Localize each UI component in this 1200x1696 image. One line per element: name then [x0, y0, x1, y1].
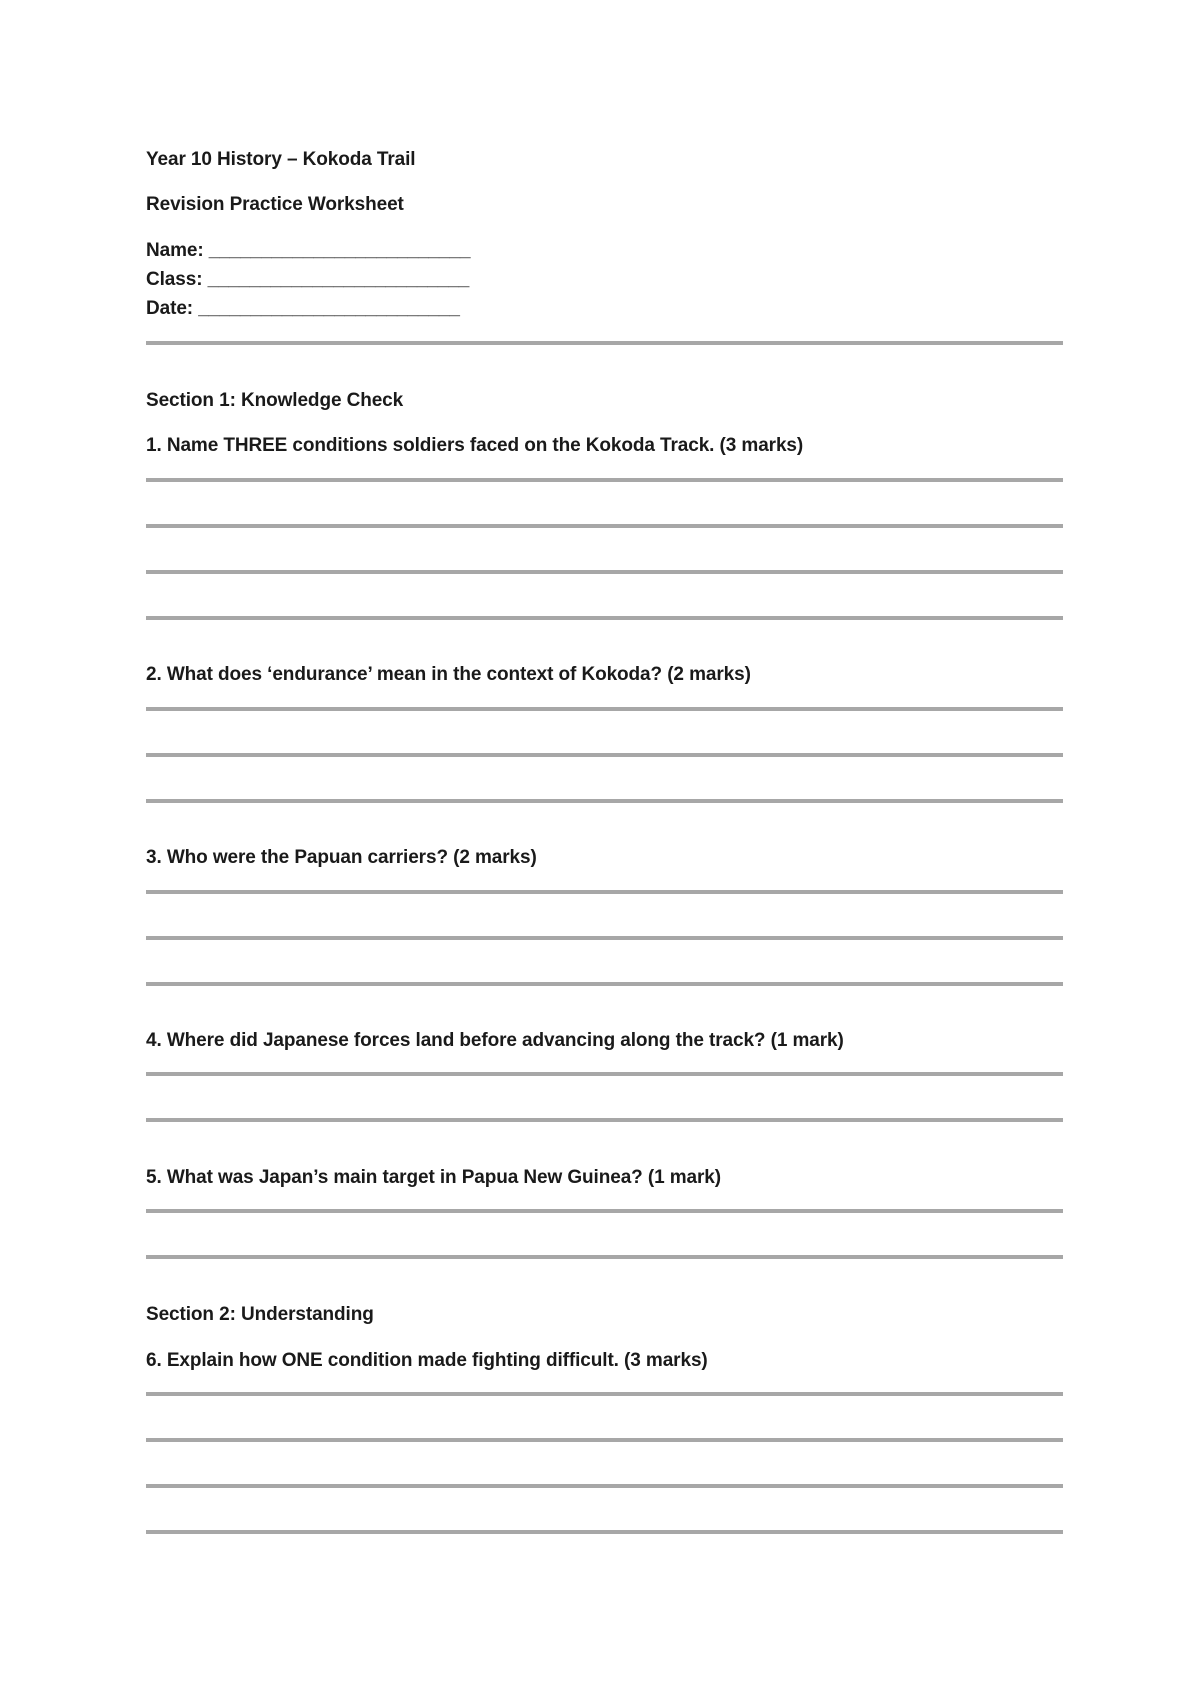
worksheet-subtitle: Revision Practice Worksheet	[146, 194, 404, 215]
question-3: 3. Who were the Papuan carriers? (2 marks)	[146, 847, 537, 868]
class-field: Class: _________________________	[146, 269, 470, 290]
answer-line	[146, 799, 1063, 803]
question-6: 6. Explain how ONE condition made fighting difficult. (3 marks)	[146, 1350, 708, 1371]
answer-line	[146, 524, 1063, 528]
question-1: 1. Name THREE conditions soldiers faced on the Kokoda Track. (3 marks)	[146, 435, 804, 456]
question-4: 4. Where did Japanese forces land before advancing along the track? (1 mark)	[146, 1030, 844, 1051]
question-5: 5. What was Japan’s main target in Papua New Guinea? (1 mark)	[146, 1167, 721, 1188]
answer-line	[146, 1484, 1063, 1488]
date-field: Date: _________________________	[146, 298, 460, 319]
question-2: 2. What does ‘endurance’ mean in the context of Kokoda? (2 marks)	[146, 664, 751, 685]
answer-line	[146, 890, 1063, 894]
answer-line	[146, 1209, 1063, 1213]
answer-line	[146, 570, 1063, 574]
answer-line	[146, 707, 1063, 711]
worksheet-title: Year 10 History – Kokoda Trail	[146, 149, 416, 170]
answer-line	[146, 1118, 1063, 1122]
answer-line	[146, 1392, 1063, 1396]
section-title: Section 2: Understanding	[146, 1304, 374, 1325]
answer-line	[146, 1072, 1063, 1076]
name-field: Name: _________________________	[146, 240, 471, 261]
section-title: Section 1: Knowledge Check	[146, 390, 404, 411]
answer-line	[146, 478, 1063, 482]
answer-line	[146, 1530, 1063, 1534]
answer-line	[146, 982, 1063, 986]
answer-line	[146, 936, 1063, 940]
answer-line	[146, 616, 1063, 620]
header-divider	[146, 341, 1063, 345]
answer-line	[146, 1438, 1063, 1442]
answer-line	[146, 753, 1063, 757]
answer-line	[146, 1255, 1063, 1259]
